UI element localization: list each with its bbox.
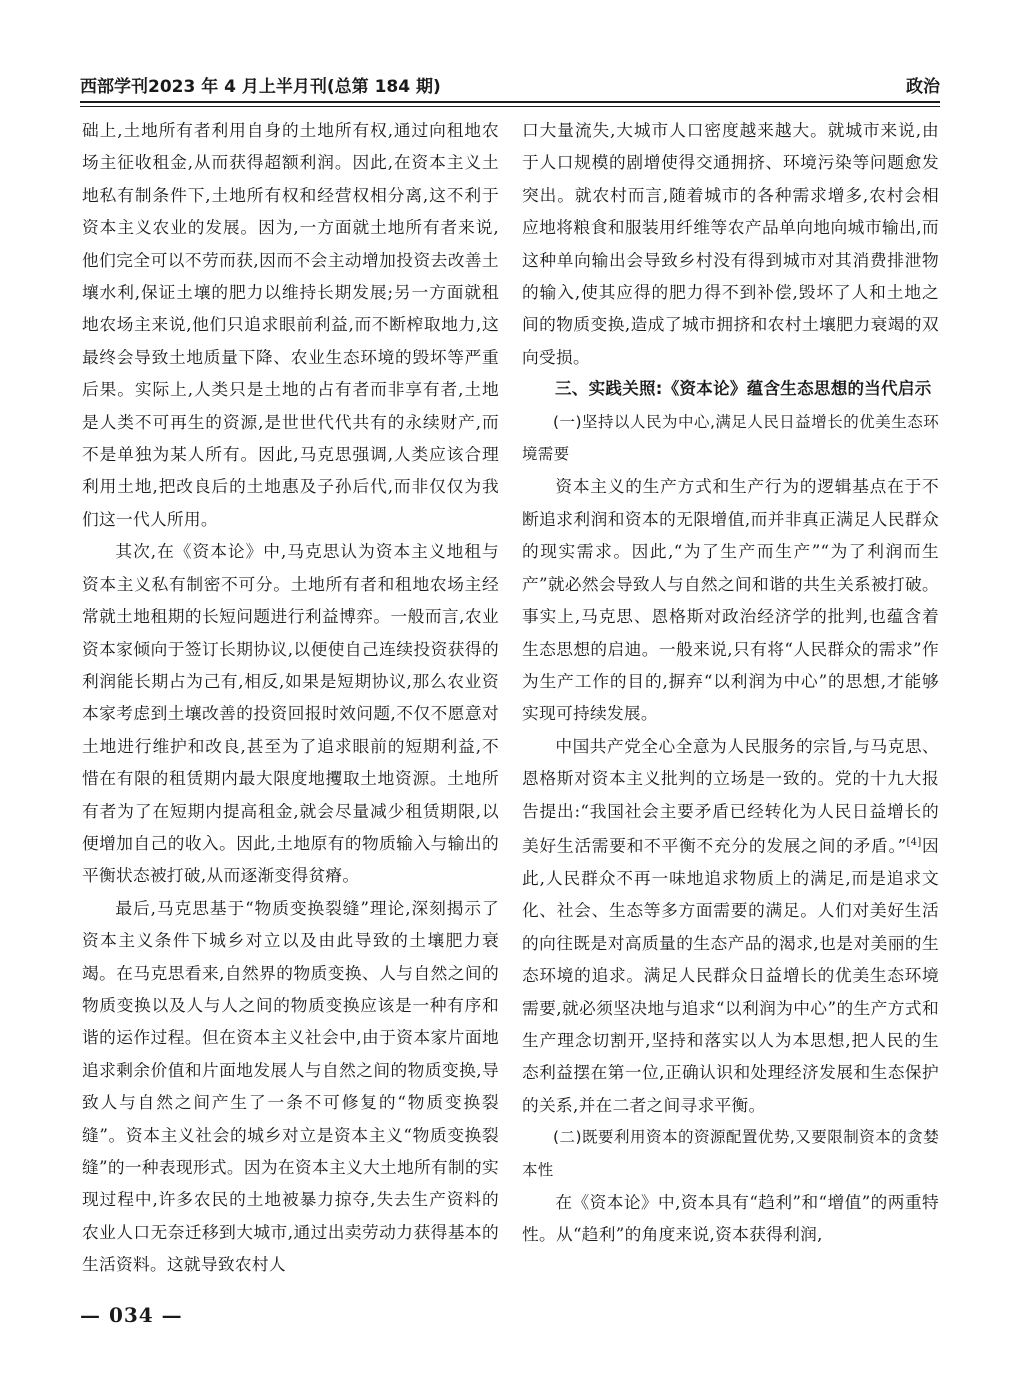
subsection-heading: (一)坚持以人民为中心,满足人民日益增长的优美生态环境需要: [522, 412, 939, 464]
paragraph: [522, 730, 939, 1121]
header-rule-thick: [80, 101, 940, 103]
paragraph: 在《资本论》中,资本具有“趋利”和“增值”的两重特性。从“趋利”的角度来说,资本获得利润,: [522, 1191, 939, 1245]
paragraph: 口大量流失,大城市人口密度越来越大。就城市来说,由于人口规模的剧增使得交通拥挤、环境污染等问题愈发突出。就农村而言,随着城市的各种需求增多,农村会相应地将粮食和服装用纤维等农产品单向地向城市输出,而这种单向输出会导致乡村没有得到城市对其消费排泄物的输入,使其应得的肥力得不到补偿,毁坏了人和土地之间的物质变换,造成了城市拥挤和农村土壤肥力衰竭的双向受损。: [522, 120, 939, 367]
paragraph: 最后,马克思基于“物质变换裂缝”理论,深刻揭示了资本主义条件下城乡对立以及由此导致的土壤肥力衰竭。在马克思看来,自然界的物质变换、人与自然之间的物质变换以及人与人之间的物质变换应该是一种有序和谐的运作过程。但在资本主义社会中,由于资本家片面地追求剩余价值和片面地发展人与自然之间的物质变换,导致人与自然之间产生了一条不可修复的“物质变换裂缝”。资本主义社会的城乡对立是资本主义“物质变换裂缝”的一种表现形式。因为在资本主义大土地所有制的实现过程中,许多农民的土地被暴力掠夺,失去生产资料的农业人口无奈迁移到大城市,通过出卖劳动力获得基本的生活资料。这就导致农村人: [82, 897, 499, 1275]
paragraph: 其次,在《资本论》中,马克思认为资本主义地租与资本主义私有制密不可分。土地所有者和租地农场主经常就土地租期的长短问题进行利益博弈。一般而言,农业资本家倾向于签订长期协议,以便使自己连续投资获得的利润能长期占为己有,相反,如果是短期协议,那么农业资本家考虑到土壤改善的投资回报时效问题,不仅不愿意对土地进行维护和改良,甚至为了追求眼前的短期利益,不惜在有限的租赁期内最大限度地攫取土地资源。土地所有者为了在短期内提高租金,就会尽量减少租赁期限,以便增加自己的收入。因此,土地原有的物质输入与输出的平衡状态被打破,从而逐渐变得贫瘠。: [82, 541, 499, 886]
paragraph: 资本主义的生产方式和生产行为的逻辑基点在于不断追求利润和资本的无限增值,而并非真正满足人民群众的现实需求。因此,“为了生产而生产”“为了利润而生产”就必然会导致人与自然之间和谐的共生关系被打破。事实上,马克思、恩格斯对政治经济学的批判,也蕴含着生态思想的启迪。一般来说,只有将“人民群众的需求”作为生产工作的目的,摒弃“以利润为中心”的思想,才能够实现可持续发展。: [522, 476, 939, 724]
page-number: — 034 —: [80, 1303, 183, 1327]
section-name: 政治: [906, 77, 940, 97]
header-rule-thin: [80, 106, 940, 107]
paragraph: 础上,土地所有者利用自身的土地所有权,通过向租地农场主征收租金,从而获得超额利润。因此,在资本主义土地私有制条件下,土地所有权和经营权相分离,这不利于资本主义农业的发展。因为,一方面就土地所有者来说,他们完全可以不劳而获,因而不会主动增加投资去改善土壤水利,保证土壤的肥力以维持长期发展;另一方面就租地农场主来说,他们只追求眼前利益,而不断榨取地力,这最终会导致土地质量下降、农业生态环境的毁坏等严重后果。实际上,人类只是土地的占有者而非享有者,土地是人类不可再生的资源,是世世代代共有的永续财产,而不是单独为某人所有。因此,马克思强调,人类应该合理利用土地,把改良后的土地惠及子孙后代,而非仅仅为我们这一代人所用。: [82, 120, 499, 529]
section-heading: 三、实践关照:《资本论》蕴含生态思想的当代启示: [555, 379, 932, 399]
citation-ref: [4]: [906, 836, 922, 848]
right-column: [522, 114, 939, 1251]
paragraph-text: 因此,人民群众不再一味地追求物质上的满足,而是追求文化、社会、生态等多方面需要的满足。人们对美好生活的向往既是对高质量的生态产品的渴求,也是对美丽的生态环境的追求。满足人民群众日益增长的优美生态环境需要,就必须坚决地与追求“以利润为中心”的生产方式和生产理念切割开,坚持和落实以人为本思想,把人民的生态利益摆在第一位,正确认识和处理经济发展和生态保护的关系,并在二者之间寻求平衡。: [522, 835, 939, 1115]
page-header: [80, 70, 940, 100]
left-column: [82, 114, 499, 1281]
paragraph-text: 中国共产党全心全意为人民服务的宗旨,与马克思、恩格斯对资本主义批判的立场是一致的。党的十九大报告提出:“我国社会主要矛盾已经转化为人民日益增长的美好生活需要和不平衡不充分的发展之间的矛盾。”: [522, 735, 939, 856]
subsection-heading: (二)既要利用资本的资源配置优势,又要限制资本的贪婪本性: [522, 1128, 939, 1179]
journal-title: 西部学刊2023 年 4 月上半月刊(总第 184 期): [80, 77, 441, 97]
